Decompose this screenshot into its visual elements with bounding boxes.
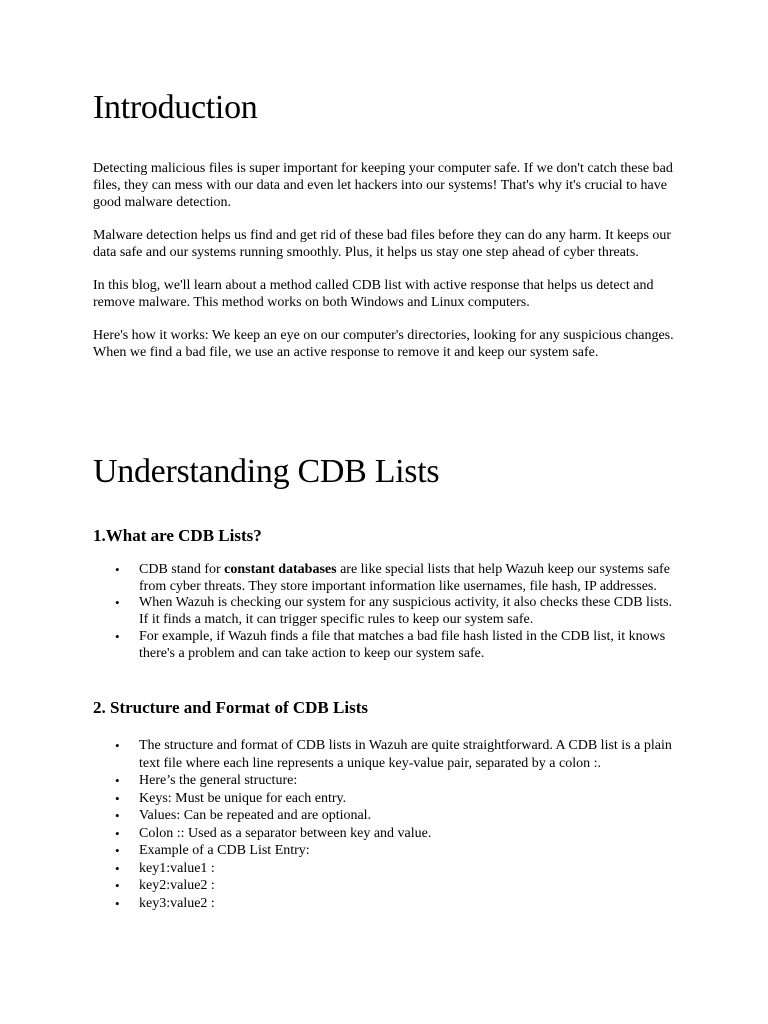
list-item: • Colon :: Used as a separator between key and value. bbox=[93, 825, 683, 843]
list-item: • When Wazuh is checking our system for any suspicious activity, it also checks these CDB lists. If it finds a match, it can trigger specific rules to keep our system safe. bbox=[93, 595, 683, 628]
what-are-cdb-heading: 1.What are CDB Lists? bbox=[93, 526, 262, 545]
intro-paragraph-4: Here's how it works: We keep an eye on our computer's directories, looking for any suspicious changes. When we find a bad file, we use an active response to remove it and keep our system safe. bbox=[93, 328, 674, 360]
item-text-bold: constant databases bbox=[224, 562, 337, 577]
list-item: • key1:value1 : bbox=[93, 860, 683, 878]
list-item bbox=[93, 562, 683, 595]
list-item: • Example of a CDB List Entry: bbox=[93, 842, 683, 860]
list-item: • Keys: Must be unique for each entry. bbox=[93, 790, 683, 808]
intro-paragraph-3: In this blog, we'll learn about a method called CDB list with active response that helps us detect and remove malware. This method works on both Windows and Linux computers. bbox=[93, 278, 654, 310]
list-item: • Here’s the general structure: bbox=[93, 772, 683, 790]
structure-format-list bbox=[93, 737, 683, 912]
what-are-cdb-list bbox=[93, 562, 683, 662]
list-item: • Values: Can be repeated and are optional. bbox=[93, 807, 683, 825]
structure-format-heading: 2. Structure and Format of CDB Lists bbox=[93, 698, 368, 717]
intro-paragraph-1: Detecting malicious files is super important for keeping your computer safe. If we don't catch these bad files, they can mess with our data and even let hackers into our systems! That's why it's crucial to have good malware detection. bbox=[93, 161, 673, 210]
intro-paragraph-2: Malware detection helps us find and get rid of these bad files before they can do any harm. It keeps our data safe and our systems running smoothly. Plus, it helps us stay one step ahead of cyber threats. bbox=[93, 228, 672, 260]
list-item: • key3:value2 : bbox=[93, 895, 683, 913]
introduction-body bbox=[93, 160, 683, 377]
item-text-pre: CDB stand for bbox=[139, 562, 225, 577]
understanding-cdb-heading: Understanding CDB Lists bbox=[93, 453, 440, 490]
list-item: • For example, if Wazuh finds a file that matches a bad file hash listed in the CDB list, it knows there's a problem and can take action to keep our system safe. bbox=[93, 629, 683, 662]
introduction-heading: Introduction bbox=[93, 89, 258, 126]
list-item: • key2:value2 : bbox=[93, 877, 683, 895]
list-item: • The structure and format of CDB lists in Wazuh are quite straightforward. A CDB list is a plain text file where each line represents a unique key-value pair, separated by a colon :. bbox=[93, 737, 683, 772]
item-text-post: are like special lists that help Wazuh keep our systems safe from cyber threats. They store important information like usernames, file hash, IP addresses. bbox=[139, 562, 670, 594]
